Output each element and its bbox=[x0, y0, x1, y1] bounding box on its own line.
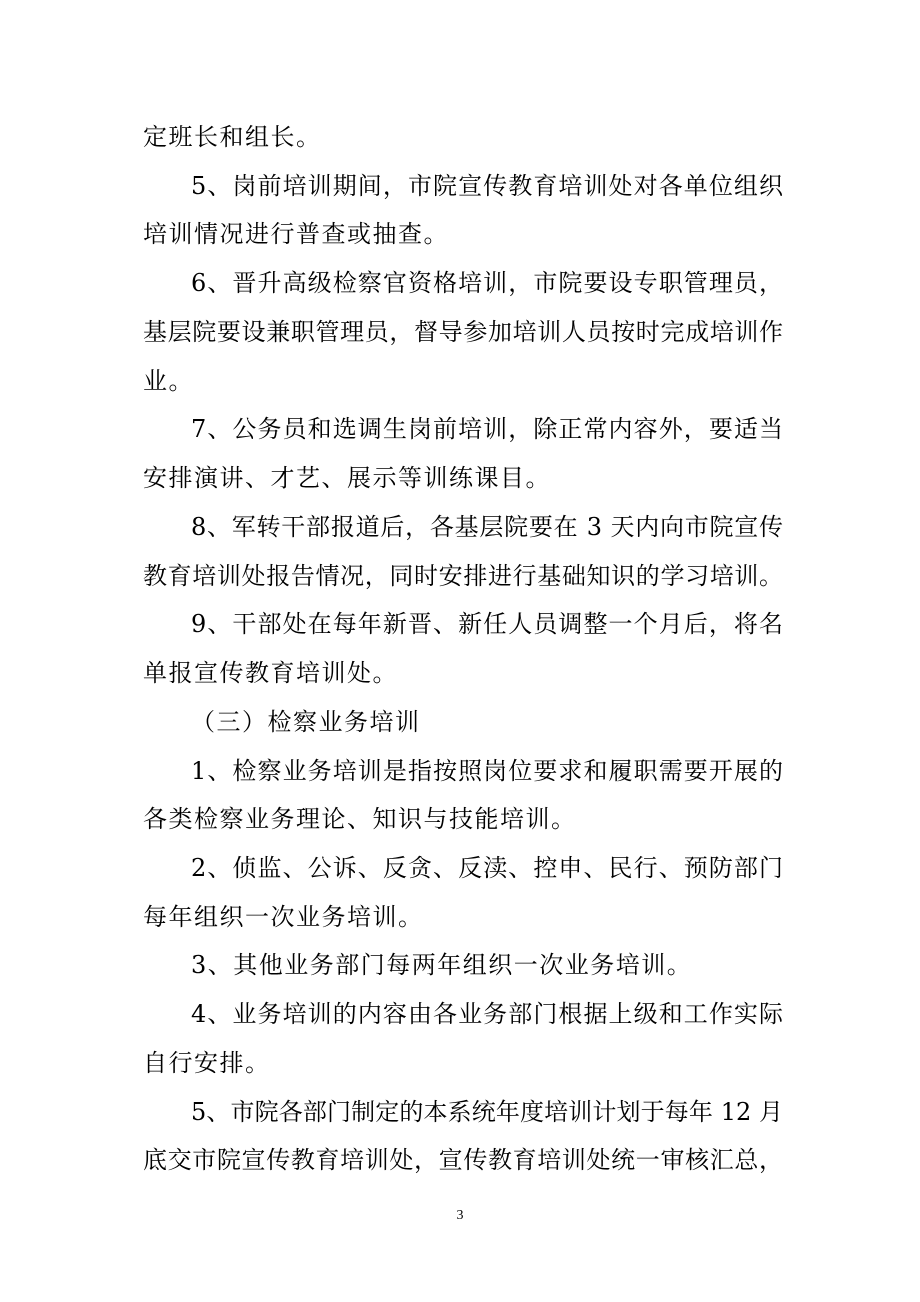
text-line: 培训情况进行普查或抽查。 bbox=[143, 220, 449, 248]
text-line: 教育培训处报告情况，同时安排进行基础知识的学习培训。 bbox=[143, 562, 783, 590]
text-line: 5、岗前培训期间，市院宣传教育培训处对各单位组织 bbox=[191, 172, 783, 200]
text-line: 基层院要设兼职管理员，督导参加培训人员按时完成培训作 bbox=[143, 318, 783, 346]
text-line: 各类检察业务理论、知识与技能培训。 bbox=[143, 805, 577, 833]
text-line: 3、其他业务部门每两年组织一次业务培训。 bbox=[191, 951, 693, 979]
text-line: 7、公务员和选调生岗前培训，除正常内容外，要适当 bbox=[191, 415, 783, 443]
text-line: 8、军转干部报道后，各基层院要在 3 天内向市院宣传 bbox=[191, 513, 783, 541]
text-line: 1、检察业务培训是指按照岗位要求和履职需要开展的 bbox=[191, 757, 783, 785]
text-line: 2、侦监、公诉、反贪、反渎、控申、民行、预防部门 bbox=[191, 854, 783, 882]
text-line: 4、业务培训的内容由各业务部门根据上级和工作实际 bbox=[191, 1000, 783, 1028]
page-number: 3 bbox=[456, 1208, 464, 1223]
text-line: 业。 bbox=[143, 367, 194, 395]
text-line: 自行安排。 bbox=[143, 1049, 271, 1077]
text-line: 6、晋升高级检察官资格培训，市院要设专职管理员， bbox=[191, 269, 783, 297]
text-line: 9、干部处在每年新晋、新任人员调整一个月后，将名 bbox=[191, 610, 783, 638]
text-line: 单报宣传教育培训处。 bbox=[143, 659, 398, 687]
section-heading: （三）检察业务培训 bbox=[191, 708, 421, 736]
text-line: 5、市院各部门制定的本系统年度培训计划于每年 12 月 bbox=[191, 1098, 783, 1126]
text-line: 底交市院宣传教育培训处，宣传教育培训处统一审核汇总， bbox=[143, 1146, 783, 1174]
text-line: 每年组织一次业务培训。 bbox=[143, 903, 424, 931]
text-line: 安排演讲、才艺、展示等训练课目。 bbox=[143, 464, 551, 492]
text-line: 定班长和组长。 bbox=[143, 123, 322, 151]
